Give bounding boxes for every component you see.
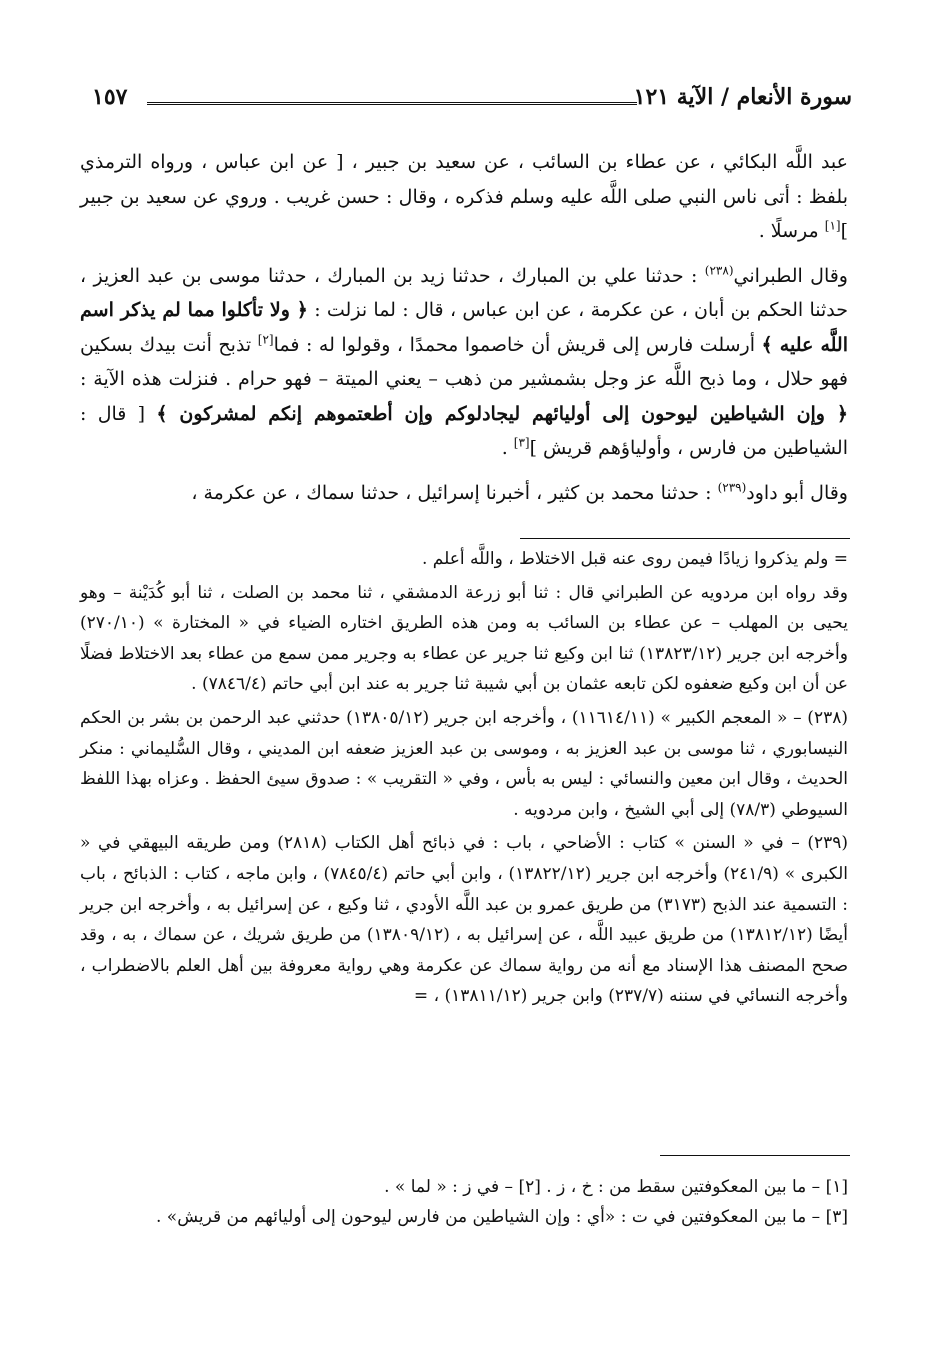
footnote-239-text: (٢٣٩) – في « السنن » كتاب : الأضاحي ، باب : في ذبائح أهل الكتاب (٢٨١٨) ومن طريقه البيهقي في « الكبرى » (٢٤١/٩) وأخرجه ابن جرير (١٣٨٢٢/١٢) ، وابن أبي حاتم (٧٨٤٥/٤) ، وابن ماجه ، كتاب : الذبائح ، باب : التسمية عند الذبح (٣١٧٣) من طريق عمرو بن عبد اللَّه الأودي ، ثنا وكيع ، عن إسرائيل به ، وأخرجه ابن جرير أيضًا (١٣٨١٢/١٢) من طريق عبيد اللَّه ، عن إسرائيل به ، (١٣٨٠٩/١٢) من طريق شريك ، عن سماك ، به ، وقد صحح المصنف هذا الإسناد مع أنه من رواية سماك عن عكرمة وهي رواية معروفة بين أهل العلم بالاضطراب ، وأخرجه النسائي في سننه (٢٣٧/٧) وابن جرير (١٣٨١١/١٢) ، <box>80 833 848 1007</box>
quran-quote-2: ﴿ وإن الشياطين ليوحون إلى أوليائهم ليجادلوكم وإن أطعتموهم إنكم لمشركون ﴾ <box>156 402 848 425</box>
footnote-ref-239: (٢٣٩) <box>717 480 747 495</box>
paragraph-2-text-d: [ قال : الشياطين من فارس ، وأولياؤهم قريش ] <box>80 402 848 459</box>
paragraph-2-lead: وقال الطبراني <box>733 264 848 287</box>
footnote-continuation: = ولم يذكروا زيادًا فيمن روى عنه قبل الاختلاط ، واللَّه أعلم . <box>421 549 848 569</box>
paragraph-2-text-a: : حدثنا علي بن المبارك ، حدثنا زيد بن المبارك ، حدثنا موسى بن عبد العزيز ، حدثنا الحكم بن أبان ، عن عكرمة ، عن ابن عباس ، قال : لما نزلت : <box>80 264 849 321</box>
paragraph-3 <box>80 476 848 511</box>
footnote-238: (٢٣٨) – « المعجم الكبير » (١١٦١٤/١١) ، وأخرجه ابن جرير (١٣٨٠٥/١٢) حدثني عبد الرحمن بن بشر بن الحكم النيسابوري ، ثنا موسى بن عبد العزيز به ، وموسى بن عبد العزيز ضعفه ابن المديني ، وقال السُّليماني : منكر الحديث ، وقال ابن معين والنسائي : ليس به بأس ، وفي « التقريب » : صدوق سيئ الحفظ . وعزاه بهذا اللفظ السيوطي (٧٨/٣) إلى أبي الشيخ ، وابن مردويه . <box>80 707 849 820</box>
footnote-ibn-mardawayh: وقد رواه ابن مردويه عن الطبراني قال : ثنا أبو زرعة الدمشقي ، ثنا محمد بن الصلت ، ثنا أبو كُدَيْنة – وهو يحيى بن المهلب – عن عطاء بن السائب به ومن هذه الطريق اختاره الضياء في « المختارة » (٢٧٠/١٠) وأخرجه ابن جرير (١٣٨٢٣/١٢) ثنا ابن وكيع ثنا جرير عن عطاء به وجرير ممن سمع من عطاء بعد الاختلاط فضلًا عن أن ابن وكيع ضعفوه لكن تابعه عثمان بن أبي شيبة ثنا جرير به عند ابن أبي حاتم (٧٨٤٦/٤) . <box>80 582 848 695</box>
running-title: سورة الأنعام / الآية ١٢١ <box>633 84 852 110</box>
variant-rule <box>660 1155 850 1156</box>
page-header <box>92 84 852 124</box>
variant-mark-3: [٣] <box>513 435 530 450</box>
paragraph-2-text-c: تذبح أنت بيدك بسكين فهو حلال ، وما ذبح اللَّه عز وجل بشمشير من ذهب – يعني الميتة – فهو حرام . فنزلت هذه الآية : <box>80 333 848 390</box>
quran-quote-1: ﴿ ولا تأكلوا مما لم يذكر اسم اللَّه عليه ﴾ <box>80 299 848 356</box>
paragraph-2-text-b: أرسلت فارس إلى قريش أن خاصموا محمدًا ، وقولوا له : فما <box>273 333 762 356</box>
footnote-239 <box>80 828 848 1012</box>
main-text <box>80 145 848 520</box>
variant-mark-1: [١] <box>824 218 841 233</box>
paragraph-3-text: : حدثنا محمد بن كثير ، أخبرنا إسرائيل ، حدثنا سماك ، عن عكرمة ، <box>191 481 718 504</box>
paragraph-2-end: . <box>501 437 514 459</box>
variant-mark-2: [٢] <box>257 332 274 347</box>
header-rule <box>147 102 637 108</box>
page-number: ١٥٧ <box>92 84 128 110</box>
continuation-mark: = <box>413 986 429 1007</box>
paragraph-3-lead: وقال أبو داود <box>746 481 848 504</box>
footnote-rule <box>520 538 850 539</box>
paragraph-2 <box>80 259 848 466</box>
variant-notes <box>80 1172 848 1232</box>
footnotes <box>80 544 848 1015</box>
paragraph-1-text: عبد اللَّه البكائي ، عن عطاء بن السائب ، عن سعيد بن جبير ، [ عن ابن عباس ، ورواه الترمذي بلفظ : أتى ناس النبي صلى اللَّه عليه وسلم فذكره ، وقال : حسن غريب . وروي عن سعيد بن جبير ] <box>80 151 848 242</box>
paragraph-1 <box>80 145 848 249</box>
variant-note-1-2: [١] – ما بين المعكوفتين سقط من : خ ، ز . [٢] – في ز : « لما » . <box>384 1177 848 1197</box>
paragraph-1-end: مرسلًا . <box>758 220 825 242</box>
variant-note-3: [٣] – ما بين المعكوفتين في ت : «أي : وإن الشياطين من فارس ليوحون إلى أوليائهم من قريش» . <box>155 1207 848 1227</box>
footnote-ref-238: (٢٣٨) <box>704 263 734 278</box>
